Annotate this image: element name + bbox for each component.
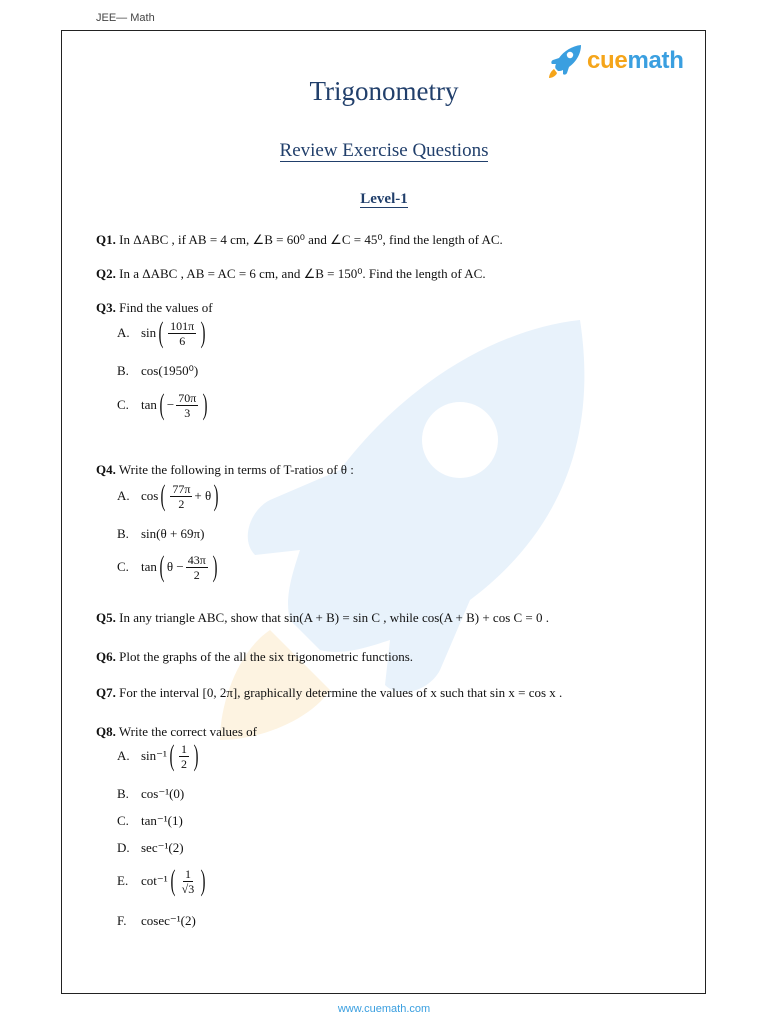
question-7 bbox=[96, 685, 562, 701]
option-8d bbox=[117, 840, 184, 856]
option-label: C. bbox=[117, 397, 129, 412]
question-text: Write the correct values of bbox=[118, 724, 257, 739]
question-number: Q1. bbox=[96, 232, 116, 247]
expression: cos⁻¹(0) bbox=[141, 786, 185, 801]
question-text: For the interval [0, 2π], graphically determine the values of x such that sin x = cos x . bbox=[119, 685, 563, 700]
cuemath-logo bbox=[546, 42, 684, 80]
fraction: $\frac{77\pi}{2}$ bbox=[172, 481, 191, 511]
option-4b bbox=[117, 526, 204, 542]
question-number: Q2. bbox=[96, 266, 116, 281]
option-4c: C. tan ( θ − $\frac{43\pi}{2}$ ) bbox=[117, 550, 218, 583]
option-8f bbox=[117, 913, 196, 929]
function-name: cos bbox=[141, 488, 159, 503]
expression: cosec⁻¹(2) bbox=[141, 913, 196, 928]
option-label: B. bbox=[117, 786, 129, 801]
option-label: F. bbox=[117, 913, 127, 928]
logo-math: math bbox=[627, 47, 684, 74]
option-label: A. bbox=[117, 325, 130, 340]
option-8c bbox=[117, 813, 183, 829]
function-name: sin⁻¹ bbox=[141, 748, 167, 763]
option-label: C. bbox=[117, 813, 129, 828]
option-3b bbox=[117, 363, 198, 379]
option-label: B. bbox=[117, 363, 129, 378]
option-3c: C. tan ( − $\frac{70\pi}{3}$ ) bbox=[117, 388, 208, 421]
question-text: In a ΔABC , AB = AC = 6 cm, and ∠B = 150⁰. Find the length of AC. bbox=[119, 266, 486, 281]
question-4 bbox=[96, 462, 354, 478]
page-subtitle bbox=[0, 140, 768, 162]
fraction: $\frac{101\pi}{6}$ bbox=[170, 318, 195, 348]
option-8a: A. sin⁻¹ ( $\frac{1}{2}$ ) bbox=[117, 739, 199, 772]
page-title: Trigonometry bbox=[309, 76, 459, 106]
question-text: In ΔABC , if AB = 4 cm, ∠B = 60⁰ and ∠C = 45⁰, find the length of AC. bbox=[119, 232, 503, 247]
question-number: Q7. bbox=[96, 685, 116, 700]
option-label: A. bbox=[117, 488, 130, 503]
question-number: Q4. bbox=[96, 462, 116, 477]
function-name: sin bbox=[141, 325, 157, 340]
question-number: Q3. bbox=[96, 300, 116, 315]
option-4a: A. cos ( $\frac{77\pi}{2}$ + θ ) bbox=[117, 479, 219, 512]
option-label: B. bbox=[117, 526, 129, 541]
question-1 bbox=[96, 232, 503, 248]
option-8b bbox=[117, 786, 184, 802]
expression: sec⁻¹(2) bbox=[141, 840, 184, 855]
option-label: C. bbox=[117, 559, 129, 574]
level-text: Level-1 bbox=[360, 191, 408, 207]
function-name: tan bbox=[141, 397, 157, 412]
logo-wordmark bbox=[587, 47, 684, 75]
question-2 bbox=[96, 266, 486, 282]
expression: tan⁻¹(1) bbox=[141, 813, 183, 828]
question-3 bbox=[96, 300, 213, 316]
fraction: $\frac{43\pi}{2}$ bbox=[187, 552, 206, 582]
fraction: $\frac{1}{2}$ bbox=[180, 741, 187, 771]
question-8 bbox=[96, 724, 257, 740]
logo-cue: cue bbox=[587, 47, 628, 74]
header-label: JEE— Math bbox=[96, 12, 155, 24]
expression: sin(θ + 69π) bbox=[141, 526, 205, 541]
question-5 bbox=[96, 610, 549, 626]
footer-link[interactable]: www.cuemath.com bbox=[337, 1003, 431, 1015]
question-text: Find the values of bbox=[119, 300, 213, 315]
function-name: cot⁻¹ bbox=[141, 873, 168, 888]
expression: cos(1950⁰) bbox=[141, 363, 199, 378]
option-8e: E. cot⁻¹ ( $\frac{1}{√3}$ ) bbox=[117, 864, 206, 897]
function-name: tan bbox=[141, 559, 157, 574]
question-text: Write the following in terms of T-ratios of θ : bbox=[118, 462, 354, 477]
rocket-logo-icon bbox=[546, 42, 584, 80]
option-label: D. bbox=[117, 840, 130, 855]
fraction: $\frac{1}{√3}$ bbox=[181, 866, 195, 896]
option-label: A. bbox=[117, 748, 130, 763]
question-text: In any triangle ABC, show that sin(A + B) = sin C , while cos(A + B) + cos C = 0 . bbox=[119, 610, 550, 625]
question-number: Q8. bbox=[96, 724, 116, 739]
option-label: E. bbox=[117, 873, 129, 888]
question-text: Plot the graphs of the all the six trigonometric functions. bbox=[119, 649, 414, 664]
level-heading bbox=[0, 191, 768, 208]
question-number: Q6. bbox=[96, 649, 116, 664]
fraction: $\frac{70\pi}{3}$ bbox=[178, 390, 197, 420]
option-3a: A. sin ( $\frac{101\pi}{6}$ ) bbox=[117, 316, 206, 349]
subtitle-text: Review Exercise Questions bbox=[279, 140, 489, 161]
question-number: Q5. bbox=[96, 610, 116, 625]
rocket-watermark-icon bbox=[160, 300, 620, 780]
question-6 bbox=[96, 649, 413, 665]
